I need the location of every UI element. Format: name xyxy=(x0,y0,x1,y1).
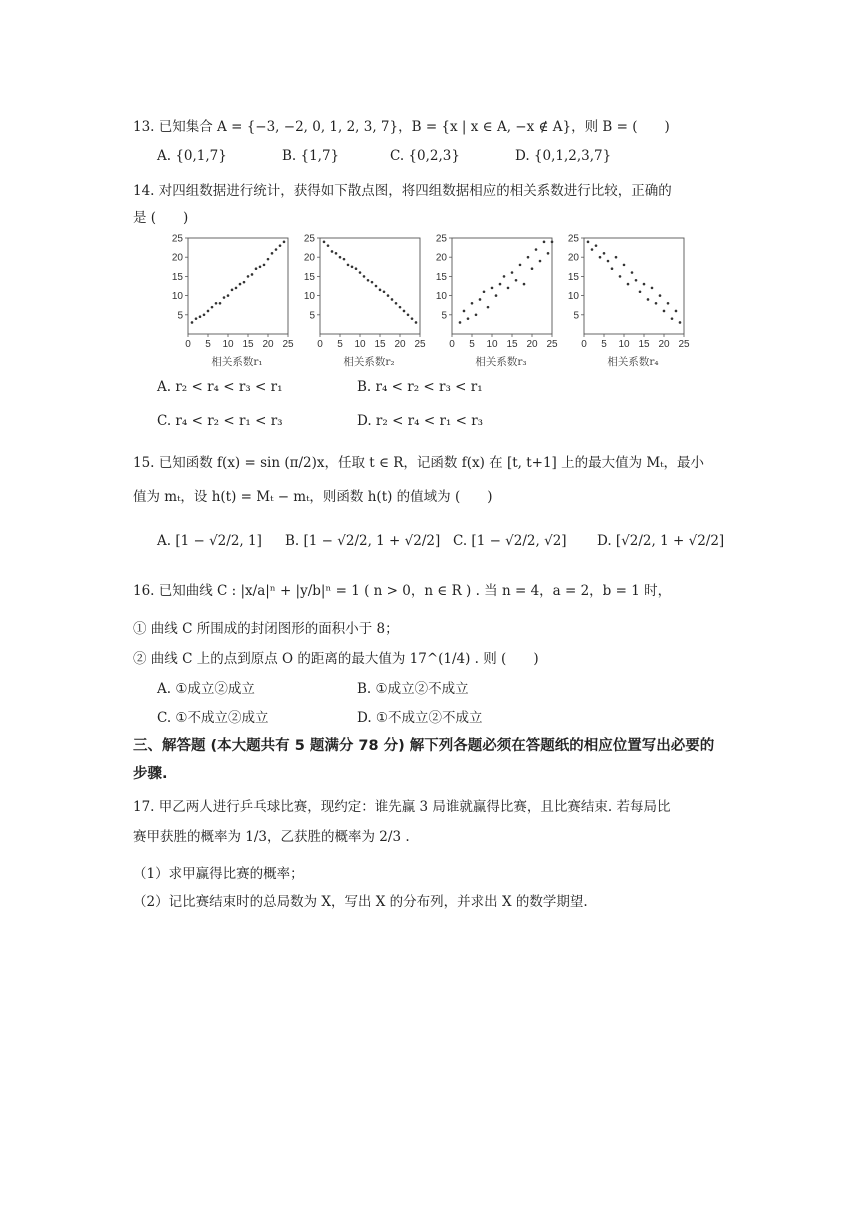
scatter-point xyxy=(459,321,462,324)
scatter-point xyxy=(615,256,618,259)
y-tick-label: 20 xyxy=(303,252,315,264)
scatter-point xyxy=(603,252,606,255)
scatter-point xyxy=(331,250,334,253)
y-tick-label: 20 xyxy=(435,252,447,264)
scatter-point xyxy=(239,283,242,286)
scatter-point xyxy=(487,306,490,309)
scatter-point xyxy=(231,289,234,292)
scatter-point xyxy=(651,287,654,290)
q13-option-c: C. {0,2,3} xyxy=(390,148,460,164)
scatter-point xyxy=(471,302,474,305)
q17-part-2: （2）记比赛结束时的总局数为 X，写出 X 的分布列，并求出 X 的数学期望. xyxy=(133,894,588,910)
y-tick-label: 5 xyxy=(441,310,447,322)
q14-stem-line2: 是 ( ) xyxy=(133,210,189,226)
scatter-plot-2 xyxy=(292,232,432,356)
scatter-point xyxy=(475,314,478,317)
x-tick-label: 5 xyxy=(601,339,607,350)
x-tick-label: 15 xyxy=(638,339,650,350)
x-tick-label: 0 xyxy=(449,339,455,350)
scatter-point xyxy=(407,314,410,317)
scatter-point xyxy=(679,321,682,324)
x-tick-label: 15 xyxy=(242,339,254,350)
q16-option-c: C. ①不成立②成立 xyxy=(157,710,269,726)
scatter-point xyxy=(591,248,594,251)
q16-item-2: ② 曲线 C 上的点到原点 O 的距离的最大值为 17^(1/4) . 则 ( ) xyxy=(133,651,539,667)
scatter-point xyxy=(503,275,506,278)
y-tick-label: 5 xyxy=(309,310,315,322)
y-tick-label: 10 xyxy=(435,291,447,303)
q14-option-c: C. r₄ < r₂ < r₁ < r₃ xyxy=(157,413,283,429)
scatter-point xyxy=(631,271,634,274)
scatter-point xyxy=(547,252,550,255)
scatter-point xyxy=(599,256,602,259)
y-tick-label: 25 xyxy=(567,233,579,245)
section-3-heading-line2: 步骤. xyxy=(133,766,168,782)
q15-option-d: D. [√2/2, 1 + √2/2] xyxy=(597,533,725,549)
scatter-point xyxy=(355,267,358,270)
scatter-point xyxy=(523,283,526,286)
scatter-point xyxy=(639,290,642,293)
q15-option-c: C. [1 − √2/2, √2] xyxy=(453,533,567,549)
x-tick-label: 20 xyxy=(526,339,538,350)
x-tick-label: 20 xyxy=(658,339,670,350)
scatter-point xyxy=(499,283,502,286)
scatter-point xyxy=(235,287,238,290)
scatter-point xyxy=(279,244,282,247)
scatter-plot-3-xlabel: 相关系数r₃ xyxy=(475,356,527,368)
scatter-point xyxy=(327,244,330,247)
scatter-point xyxy=(379,289,382,292)
scatter-point xyxy=(339,256,342,259)
q14-option-a: A. r₂ < r₄ < r₃ < r₁ xyxy=(157,379,283,395)
scatter-point xyxy=(283,241,286,244)
x-tick-label: 10 xyxy=(222,339,234,350)
scatter-point xyxy=(251,273,254,276)
y-tick-label: 10 xyxy=(171,291,183,303)
scatter-point xyxy=(203,314,206,317)
scatter-point xyxy=(515,279,518,282)
x-tick-label: 25 xyxy=(678,339,690,350)
x-tick-label: 5 xyxy=(337,339,343,350)
scatter-point xyxy=(671,317,674,320)
scatter-plot-1-xlabel: 相关系数r₁ xyxy=(211,356,263,368)
x-tick-label: 15 xyxy=(506,339,518,350)
scatter-point xyxy=(535,248,538,251)
scatter-point xyxy=(347,264,350,267)
scatter-point xyxy=(415,321,418,324)
scatter-point xyxy=(367,279,370,282)
x-tick-label: 0 xyxy=(581,339,587,350)
scatter-point xyxy=(511,271,514,274)
x-tick-label: 5 xyxy=(469,339,475,350)
x-tick-label: 25 xyxy=(282,339,294,350)
q14-option-d: D. r₂ < r₄ < r₁ < r₃ xyxy=(357,413,484,429)
q17-stem-line1: 17. 甲乙两人进行乒乓球比赛，现约定：谁先赢 3 局谁就赢得比赛，且比赛结束. 若每局比 xyxy=(133,799,671,815)
scatter-point xyxy=(207,310,210,313)
scatter-point xyxy=(467,317,470,320)
x-tick-label: 15 xyxy=(374,339,386,350)
scatter-point xyxy=(275,248,278,251)
scatter-plot-1 xyxy=(160,232,300,356)
scatter-point xyxy=(491,287,494,290)
scatter-point xyxy=(607,260,610,263)
scatter-point xyxy=(247,275,250,278)
y-tick-label: 5 xyxy=(573,310,579,322)
q16-option-d: D. ①不成立②不成立 xyxy=(357,710,483,726)
scatter-point xyxy=(215,302,218,305)
scatter-point xyxy=(479,298,482,301)
y-tick-label: 25 xyxy=(171,233,183,245)
scatter-point xyxy=(403,310,406,313)
scatter-point xyxy=(223,296,226,299)
scatter-point xyxy=(667,302,670,305)
scatter-point xyxy=(643,283,646,286)
scatter-point xyxy=(595,244,598,247)
scatter-point xyxy=(191,321,194,324)
y-tick-label: 20 xyxy=(567,252,579,264)
q16-option-a: A. ①成立②成立 xyxy=(157,681,255,697)
x-tick-label: 5 xyxy=(205,339,211,350)
scatter-point xyxy=(363,275,366,278)
scatter-point xyxy=(531,267,534,270)
q17-stem-line2: 赛甲获胜的概率为 1/3，乙获胜的概率为 2/3 . xyxy=(133,829,410,845)
scatter-point xyxy=(659,294,662,297)
x-tick-label: 10 xyxy=(354,339,366,350)
scatter-point xyxy=(627,283,630,286)
q15-option-b: B. [1 − √2/2, 1 + √2/2] xyxy=(285,533,441,549)
q15-stem-line1: 15. 已知函数 f(x) = sin (π/2)x，任取 t ∈ R，记函数 f(x) 在 [t, t+1] 上的最大值为 Mₜ，最小 xyxy=(133,455,705,471)
q14-stem-line1: 14. 对四组数据进行统计，获得如下散点图，将四组数据相应的相关系数进行比较，正确的 xyxy=(133,183,672,199)
plot-frame xyxy=(584,238,684,334)
q13-option-a: A. {0,1,7} xyxy=(157,148,227,164)
scatter-point xyxy=(519,264,522,267)
scatter-point xyxy=(611,267,614,270)
scatter-point xyxy=(619,275,622,278)
scatter-point xyxy=(219,302,222,305)
x-tick-label: 10 xyxy=(486,339,498,350)
x-tick-label: 20 xyxy=(394,339,406,350)
scatter-point xyxy=(463,310,466,313)
scatter-point xyxy=(495,294,498,297)
y-tick-label: 15 xyxy=(303,271,315,283)
scatter-point xyxy=(483,290,486,293)
scatter-point xyxy=(243,281,246,284)
q15-stem-line2: 值为 mₜ，设 h(t) = Mₜ − mₜ，则函数 h(t) 的值域为 ( ) xyxy=(133,489,493,505)
plot-frame xyxy=(320,238,420,334)
scatter-point xyxy=(387,294,390,297)
scatter-plot-2-xlabel: 相关系数r₂ xyxy=(343,356,395,368)
x-tick-label: 10 xyxy=(618,339,630,350)
scatter-point xyxy=(227,294,230,297)
scatter-plot-4-xlabel: 相关系数r₄ xyxy=(607,356,659,368)
scatter-plot-3 xyxy=(424,232,564,356)
y-tick-label: 20 xyxy=(171,252,183,264)
y-tick-label: 25 xyxy=(303,233,315,245)
scatter-point xyxy=(551,241,554,244)
scatter-point xyxy=(655,302,658,305)
q16-stem: 16. 已知曲线 C : |x/a|ⁿ + |y/b|ⁿ = 1 ( n > 0，n ∈ R ) . 当 n = 4，a = 2，b = 1 时， xyxy=(133,583,672,599)
y-tick-label: 15 xyxy=(171,271,183,283)
x-tick-label: 25 xyxy=(546,339,558,350)
scatter-point xyxy=(543,241,546,244)
scatter-point xyxy=(195,317,198,320)
plot-frame xyxy=(452,238,552,334)
scatter-point xyxy=(411,317,414,320)
q14-option-b: B. r₄ < r₂ < r₃ < r₁ xyxy=(357,379,483,395)
scatter-point xyxy=(335,252,338,255)
scatter-point xyxy=(199,315,202,318)
y-tick-label: 10 xyxy=(567,291,579,303)
x-tick-label: 25 xyxy=(414,339,426,350)
q16-option-b: B. ①成立②不成立 xyxy=(357,681,469,697)
x-tick-label: 20 xyxy=(262,339,274,350)
scatter-point xyxy=(323,241,326,244)
scatter-plot-4 xyxy=(556,232,696,356)
q13-stem: 13. 已知集合 A = {−3, −2, 0, 1, 2, 3, 7}，B = {x | x ∈ A, −x ∉ A}，则 B = ( ) xyxy=(133,119,670,135)
scatter-point xyxy=(399,306,402,309)
y-tick-label: 5 xyxy=(177,310,183,322)
scatter-point xyxy=(343,258,346,261)
q13-option-b: B. {1,7} xyxy=(282,148,340,164)
scatter-point xyxy=(351,266,354,269)
scatter-point xyxy=(267,258,270,261)
scatter-point xyxy=(527,256,530,259)
scatter-point xyxy=(587,241,590,244)
scatter-point xyxy=(263,264,266,267)
q13-option-d: D. {0,1,2,3,7} xyxy=(515,148,612,164)
y-tick-label: 15 xyxy=(567,271,579,283)
x-tick-label: 0 xyxy=(185,339,191,350)
q15-option-a: A. [1 − √2/2, 1] xyxy=(157,533,262,549)
y-tick-label: 10 xyxy=(303,291,315,303)
scatter-point xyxy=(395,302,398,305)
scatter-point xyxy=(375,285,378,288)
scatter-point xyxy=(623,264,626,267)
scatter-point xyxy=(359,271,362,274)
scatter-point xyxy=(675,310,678,313)
scatter-point xyxy=(259,266,262,269)
scatter-point xyxy=(211,306,214,309)
scatter-point xyxy=(391,298,394,301)
scatter-point xyxy=(647,298,650,301)
scatter-point xyxy=(663,310,666,313)
y-tick-label: 15 xyxy=(435,271,447,283)
scatter-point xyxy=(539,260,542,263)
scatter-point xyxy=(271,252,274,255)
q17-part-1: （1）求甲赢得比赛的概率； xyxy=(133,866,304,882)
scatter-point xyxy=(507,287,510,290)
scatter-point xyxy=(383,290,386,293)
scatter-point xyxy=(255,267,258,270)
y-tick-label: 25 xyxy=(435,233,447,245)
scatter-point xyxy=(371,281,374,284)
q16-item-1: ① 曲线 C 所围成的封闭图形的面积小于 8； xyxy=(133,621,399,637)
section-3-heading-line1: 三、解答题 (本大题共有 5 题满分 78 分) 解下列各题必须在答题纸的相应位置写出必要的 xyxy=(133,738,715,754)
x-tick-label: 0 xyxy=(317,339,323,350)
plot-frame xyxy=(188,238,288,334)
scatter-point xyxy=(635,279,638,282)
